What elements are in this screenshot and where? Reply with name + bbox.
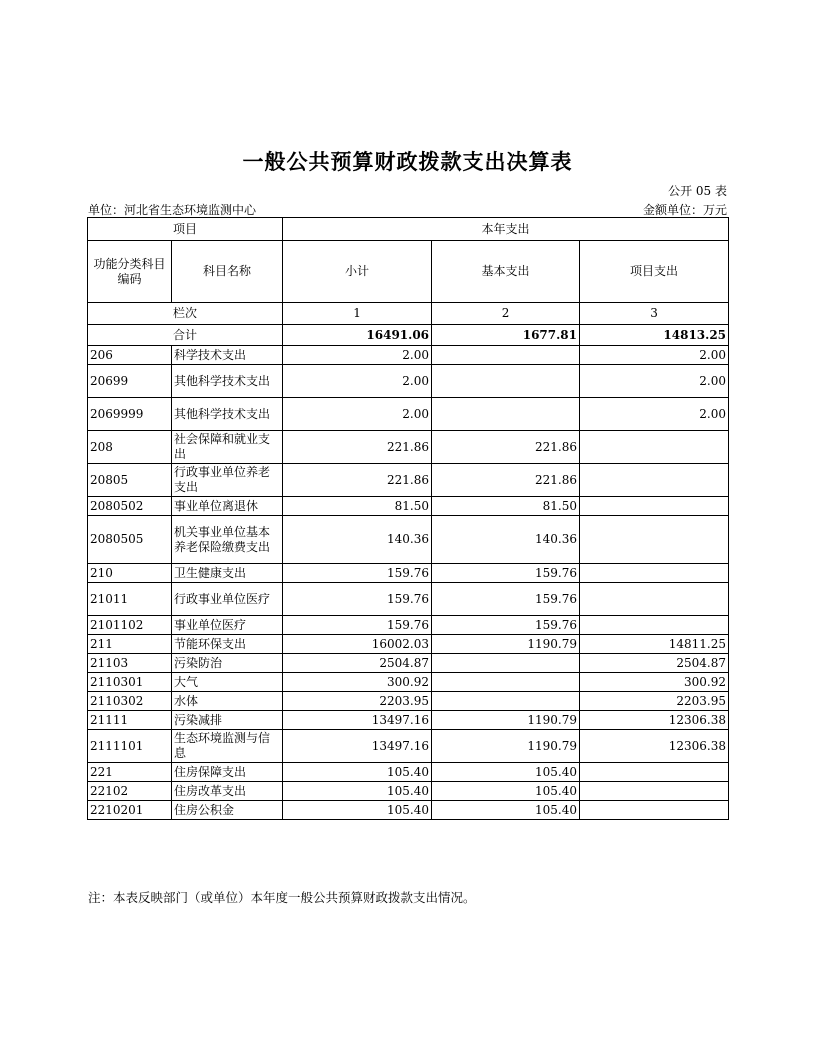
row-code: 2110302	[88, 692, 172, 711]
row-basic	[432, 365, 580, 398]
row-basic	[432, 654, 580, 673]
header-col1: 1	[283, 303, 432, 325]
table-row	[88, 516, 729, 564]
table-row	[88, 730, 729, 763]
total-basic: 1677.81	[432, 325, 580, 346]
row-basic: 1190.79	[432, 730, 580, 763]
row-subtotal: 13497.16	[283, 711, 432, 730]
row-basic: 221.86	[432, 431, 580, 464]
row-project: 14811.25	[580, 635, 729, 654]
table-row	[88, 464, 729, 497]
total-row	[88, 325, 729, 346]
row-name: 社会保障和就业支出	[172, 431, 283, 464]
row-subtotal: 300.92	[283, 673, 432, 692]
row-project	[580, 583, 729, 616]
table-row	[88, 616, 729, 635]
row-basic: 159.76	[432, 564, 580, 583]
row-subtotal: 2504.87	[283, 654, 432, 673]
table-row	[88, 635, 729, 654]
row-basic: 105.40	[432, 763, 580, 782]
row-basic: 105.40	[432, 801, 580, 820]
row-project	[580, 616, 729, 635]
table-row	[88, 673, 729, 692]
form-number: 公开 05 表	[668, 184, 727, 198]
table-row	[88, 801, 729, 820]
footnote: 注：本表反映部门（或单位）本年度一般公共预算财政拨款支出情况。	[88, 890, 476, 905]
row-code: 20805	[88, 464, 172, 497]
row-basic	[432, 692, 580, 711]
row-project	[580, 782, 729, 801]
row-code: 2080505	[88, 516, 172, 564]
table-row	[88, 583, 729, 616]
table-row	[88, 346, 729, 365]
row-name: 污染防治	[172, 654, 283, 673]
table-row	[88, 431, 729, 464]
row-basic	[432, 398, 580, 431]
table-row	[88, 365, 729, 398]
row-basic: 159.76	[432, 583, 580, 616]
row-project: 2203.95	[580, 692, 729, 711]
row-name: 事业单位医疗	[172, 616, 283, 635]
row-project: 12306.38	[580, 711, 729, 730]
header-item: 项目	[88, 218, 283, 241]
row-code: 211	[88, 635, 172, 654]
row-project	[580, 801, 729, 820]
row-code: 21011	[88, 583, 172, 616]
row-subtotal: 140.36	[283, 516, 432, 564]
table-row	[88, 692, 729, 711]
row-code: 22102	[88, 782, 172, 801]
row-name: 住房公积金	[172, 801, 283, 820]
row-code: 20699	[88, 365, 172, 398]
row-basic: 1190.79	[432, 635, 580, 654]
header-name: 科目名称	[172, 241, 283, 303]
header-col3: 3	[580, 303, 729, 325]
row-name: 机关事业单位基本养老保险缴费支出	[172, 516, 283, 564]
row-name: 污染减排	[172, 711, 283, 730]
row-project: 2.00	[580, 398, 729, 431]
header-basic: 基本支出	[432, 241, 580, 303]
row-code: 221	[88, 763, 172, 782]
row-subtotal: 105.40	[283, 782, 432, 801]
row-name: 生态环境监测与信息	[172, 730, 283, 763]
table-row	[88, 398, 729, 431]
table-row	[88, 497, 729, 516]
row-code: 2101102	[88, 616, 172, 635]
table-row	[88, 782, 729, 801]
total-subtotal: 16491.06	[283, 325, 432, 346]
row-code: 2210201	[88, 801, 172, 820]
money-unit-label: 金额单位：万元	[642, 203, 727, 217]
total-label: 合计	[88, 325, 283, 346]
header-col2: 2	[432, 303, 580, 325]
budget-table	[87, 217, 729, 820]
row-subtotal: 221.86	[283, 464, 432, 497]
row-project: 12306.38	[580, 730, 729, 763]
row-project	[580, 431, 729, 464]
header-column-label: 栏次	[88, 303, 283, 325]
row-project	[580, 516, 729, 564]
row-subtotal: 105.40	[283, 763, 432, 782]
row-basic: 81.50	[432, 497, 580, 516]
row-project	[580, 464, 729, 497]
row-subtotal: 2.00	[283, 398, 432, 431]
row-code: 2110301	[88, 673, 172, 692]
row-basic: 221.86	[432, 464, 580, 497]
row-project	[580, 564, 729, 583]
row-subtotal: 81.50	[283, 497, 432, 516]
row-project: 2504.87	[580, 654, 729, 673]
row-name: 住房保障支出	[172, 763, 283, 782]
row-project: 300.92	[580, 673, 729, 692]
row-code: 2111101	[88, 730, 172, 763]
total-project: 14813.25	[580, 325, 729, 346]
row-name: 行政事业单位医疗	[172, 583, 283, 616]
header-subtotal: 小计	[283, 241, 432, 303]
row-name: 水体	[172, 692, 283, 711]
table-row	[88, 564, 729, 583]
row-code: 21111	[88, 711, 172, 730]
row-project: 2.00	[580, 346, 729, 365]
table-row	[88, 654, 729, 673]
row-subtotal: 159.76	[283, 583, 432, 616]
row-name: 事业单位离退休	[172, 497, 283, 516]
table-row	[88, 763, 729, 782]
page-title: 一般公共预算财政拨款支出决算表	[242, 150, 573, 174]
row-subtotal: 16002.03	[283, 635, 432, 654]
row-code: 210	[88, 564, 172, 583]
row-name: 大气	[172, 673, 283, 692]
row-basic: 105.40	[432, 782, 580, 801]
row-code: 206	[88, 346, 172, 365]
header-code: 功能分类科目编码	[88, 241, 172, 303]
row-name: 其他科学技术支出	[172, 398, 283, 431]
row-basic: 140.36	[432, 516, 580, 564]
row-name: 科学技术支出	[172, 346, 283, 365]
row-project	[580, 763, 729, 782]
row-project: 2.00	[580, 365, 729, 398]
row-name: 其他科学技术支出	[172, 365, 283, 398]
table-row	[88, 711, 729, 730]
row-basic: 1190.79	[432, 711, 580, 730]
row-project	[580, 497, 729, 516]
row-code: 2080502	[88, 497, 172, 516]
row-basic	[432, 346, 580, 365]
header-current-year: 本年支出	[283, 218, 729, 241]
row-name: 住房改革支出	[172, 782, 283, 801]
row-subtotal: 159.76	[283, 616, 432, 635]
row-code: 2069999	[88, 398, 172, 431]
row-subtotal: 2.00	[283, 346, 432, 365]
row-name: 卫生健康支出	[172, 564, 283, 583]
row-subtotal: 13497.16	[283, 730, 432, 763]
row-basic: 159.76	[432, 616, 580, 635]
row-subtotal: 159.76	[283, 564, 432, 583]
row-subtotal: 105.40	[283, 801, 432, 820]
row-code: 21103	[88, 654, 172, 673]
row-basic	[432, 673, 580, 692]
header-project: 项目支出	[580, 241, 729, 303]
row-subtotal: 2.00	[283, 365, 432, 398]
row-subtotal: 2203.95	[283, 692, 432, 711]
row-name: 节能环保支出	[172, 635, 283, 654]
unit-label: 单位：河北省生态环境监测中心	[88, 203, 257, 217]
row-subtotal: 221.86	[283, 431, 432, 464]
row-name: 行政事业单位养老支出	[172, 464, 283, 497]
row-code: 208	[88, 431, 172, 464]
